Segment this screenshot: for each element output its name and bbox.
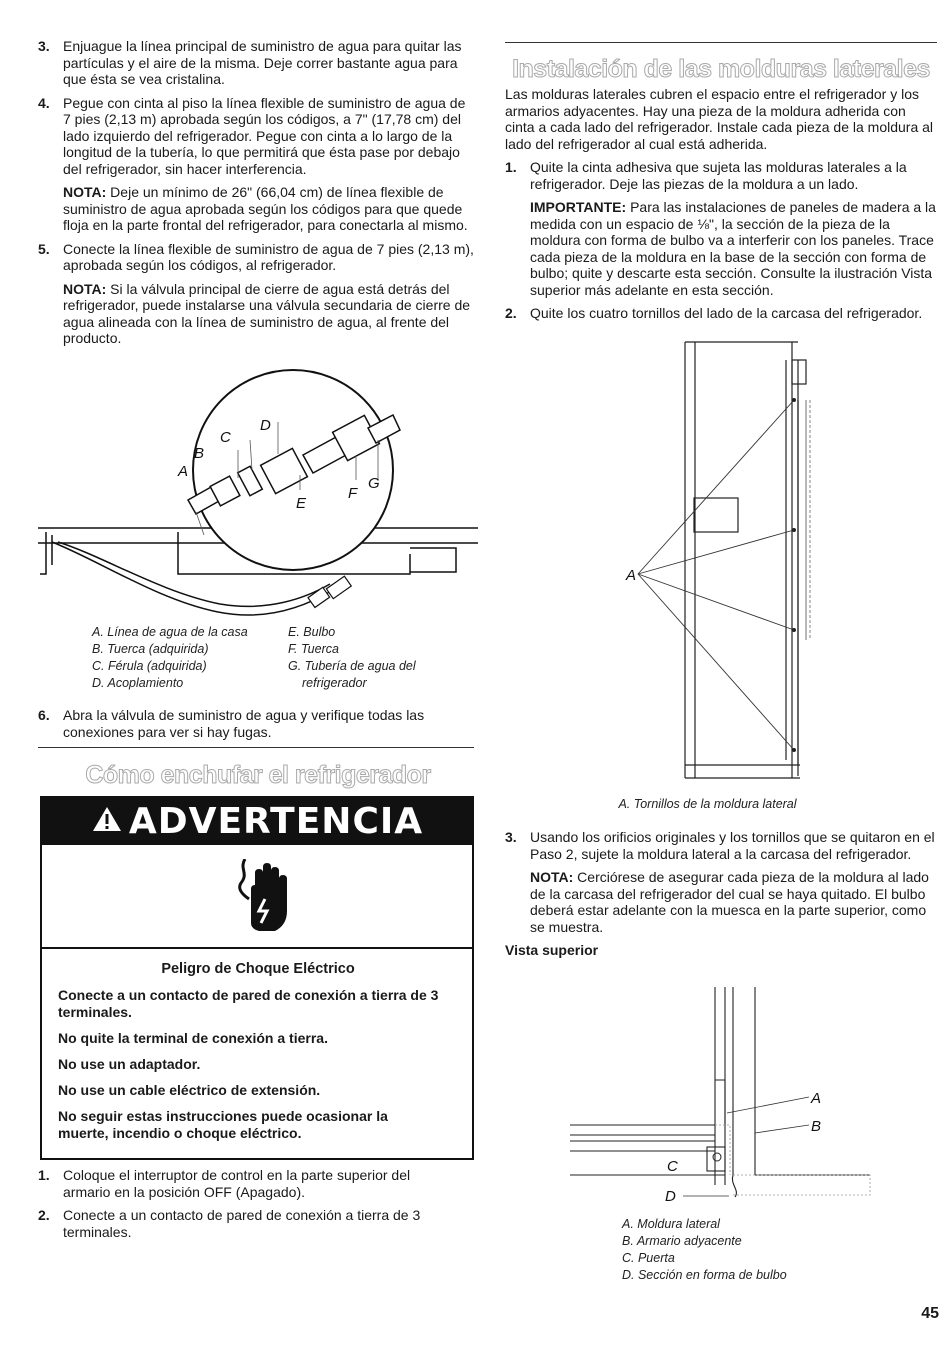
intro-paragraph: Las molduras laterales cubren el espacio entre el refrigerador y los armarios adyacentes. Hay una pieza de la moldura adherida con cinta a cada lado del refrigerador. Instale cada pieza de la moldura al lado del refrigerador al cual está adherida. <box>505 86 934 152</box>
note-step-5 <box>38 281 474 347</box>
step-text: Usando los orificios originales y los tornillos que se quitaron en el Paso 2, sujete la moldura lateral a la carcasa del refrigerador. <box>530 829 935 862</box>
page-number: 45 <box>921 1305 939 1322</box>
step-text: Coloque el interruptor de control en la parte superior del armario en la posición OFF (Apagado). <box>63 1167 411 1200</box>
legend-item: refrigerador <box>302 676 367 690</box>
step-text: Quite la cinta adhesiva que sujeta las molduras laterales a la refrigerador. Deje las piezas de la moldura a un lado. <box>530 159 907 192</box>
step-number: 2. <box>505 305 517 321</box>
warning-line: Conecte a un contacto de pared de conexión a tierra de 3 terminales. <box>58 987 439 1020</box>
legend-item: D. Sección en forma de bulbo <box>622 1268 787 1282</box>
step-4 <box>38 95 474 178</box>
water-connection-diagram <box>38 360 478 618</box>
figure1-legend-right <box>288 624 468 692</box>
warning-box <box>40 796 474 1160</box>
label-a: A <box>178 463 189 480</box>
legend-item: B. Armario adyacente <box>622 1234 742 1248</box>
figure3-legend <box>622 1216 842 1284</box>
legend-item: E. Bulbo <box>288 625 336 639</box>
electric-shock-hand-icon <box>235 859 291 939</box>
step-text: Conecte a un contacto de pared de conexión a tierra de 3 terminales. <box>63 1207 421 1240</box>
step-3 <box>505 829 937 862</box>
section-divider <box>38 747 474 748</box>
step-number: 4. <box>38 94 50 111</box>
label-f: F <box>348 485 358 502</box>
step-6 <box>38 707 474 740</box>
step-5 <box>38 241 474 274</box>
label-g: G <box>368 475 380 492</box>
legend-item: G. Tubería de agua del <box>288 659 416 673</box>
note-step-3 <box>505 869 937 935</box>
step-1 <box>38 1167 448 1200</box>
warning-icon-area <box>42 845 472 949</box>
note-label: NOTA: <box>63 184 107 200</box>
right-column <box>505 86 937 329</box>
warning-line: No quite la terminal de conexión a tierra. <box>58 1030 328 1046</box>
step-3 <box>38 38 474 88</box>
section-title-plug: Cómo enchufar el refrigerador <box>85 761 431 789</box>
warning-subtitle: Peligro de Choque Eléctrico <box>161 961 355 977</box>
warning-header <box>42 798 472 845</box>
section-divider <box>505 42 937 43</box>
step-number: 5. <box>38 240 50 257</box>
step-number: 3. <box>505 829 517 845</box>
step-text: Enjuague la línea principal de suministro de agua para quitar las partículas y el aire de la misma. Deje correr bastante agua para que ésta se vea cristalina. <box>63 38 462 87</box>
plug-steps <box>38 1167 448 1247</box>
warning-triangle-icon <box>91 799 123 845</box>
step-number: 3. <box>38 38 50 54</box>
warning-line: No use un cable eléctrico de extensión. <box>58 1082 321 1098</box>
warning-title: ADVERTENCIA <box>128 801 424 842</box>
figure1-legend-left <box>92 624 282 692</box>
warning-body <box>42 949 472 1142</box>
step-2 <box>505 305 937 322</box>
important-label: IMPORTANTE: <box>530 199 627 215</box>
step-3-block <box>505 829 937 959</box>
refrigerator-side-diagram <box>610 340 830 785</box>
step-text: Pegue con cinta al piso la línea flexible de suministro de agua de 7 pies (2,13 m) aprobada según los códigos, a 7" (17,78 cm) del lado izquierdo del refrigerador. Pegue con cinta a lo largo de la longitud de la tubería, lo que permitirá que ésta pase por debajo del refrigerador, sin hacer interferencia. <box>63 94 466 177</box>
note-text: Si la válvula principal de cierre de agua está detrás del refrigerador, puede instalarse una válvula secundaria de cierre de agua alineada con la línea de suministro de agua, al frente del producto. <box>63 280 471 346</box>
warning-line: No seguir estas instrucciones puede ocasionar la muerte, incendio o choque eléctrico. <box>58 1108 388 1141</box>
legend-item: B. Tuerca (adquirida) <box>92 642 209 656</box>
legend-item: D. Acoplamiento <box>92 676 184 690</box>
top-view-label: Vista superior <box>505 942 599 958</box>
note-text: Cerciórese de asegurar cada pieza de la moldura al lado de la carcasa del refrigerador del cual se haya quitado. El bulbo deberá estar adelante con la muesca en la parte superior, como se muestra. <box>530 869 929 935</box>
label-b: B <box>194 445 205 462</box>
step-text: Quite los cuatro tornillos del lado de la carcasa del refrigerador. <box>530 305 923 321</box>
note-label: NOTA: <box>63 280 107 297</box>
legend-item: C. Puerta <box>622 1251 675 1265</box>
label-a: A <box>626 567 637 584</box>
water-steps <box>38 38 474 354</box>
step-text: Abra la válvula de suministro de agua y verifique todas las conexiones para ver si hay fugas. <box>63 707 425 740</box>
label-a: A <box>811 1090 822 1107</box>
figure2-caption: A. Tornillos de la moldura lateral <box>618 797 797 811</box>
label-d: D <box>665 1188 676 1205</box>
label-e: E <box>296 495 307 512</box>
important-text: Para las instalaciones de paneles de madera a la medida con un espacio de ⅛", la sección de la pieza de la moldura con forma de bulbo va a interferir con los paneles. Trace cada pieza de la moldura en la base de la sección con forma de bulbo; quite y descarte esta sección. Consulte la ilustración Vista superior más adelante en esta sección. <box>530 199 936 298</box>
section-title-trim: Instalación de las molduras laterales <box>512 55 930 83</box>
important-note <box>505 199 937 298</box>
label-b: B <box>811 1118 822 1135</box>
step-number: 1. <box>38 1167 50 1183</box>
label-c: C <box>667 1158 678 1175</box>
step-number: 2. <box>38 1207 50 1223</box>
note-step-4 <box>38 184 474 234</box>
legend-item: F. Tuerca <box>288 642 339 656</box>
step-2 <box>38 1207 448 1240</box>
top-view-diagram <box>565 985 885 1210</box>
legend-item: A. Línea de agua de la casa <box>92 625 248 639</box>
step-number: 1. <box>505 159 517 175</box>
step-1 <box>505 159 937 192</box>
step-text: Conecte la línea flexible de suministro de agua de 7 pies (2,13 m), aprobada según los códigos, al refrigerador. <box>63 240 474 273</box>
warning-line: No use un adaptador. <box>58 1056 201 1072</box>
legend-item: A. Moldura lateral <box>622 1217 720 1231</box>
note-label: NOTA: <box>530 869 574 885</box>
step-number: 6. <box>38 707 50 723</box>
legend-item: C. Férula (adquirida) <box>92 659 207 673</box>
label-d: D <box>260 417 271 434</box>
label-c: C <box>220 429 231 446</box>
note-text: Deje un mínimo de 26" (66,04 cm) de línea flexible de suministro de agua aprobada según los códigos para que quede floja en la parte frontal del refrigerador, para conectarla al mismo. <box>63 184 468 233</box>
